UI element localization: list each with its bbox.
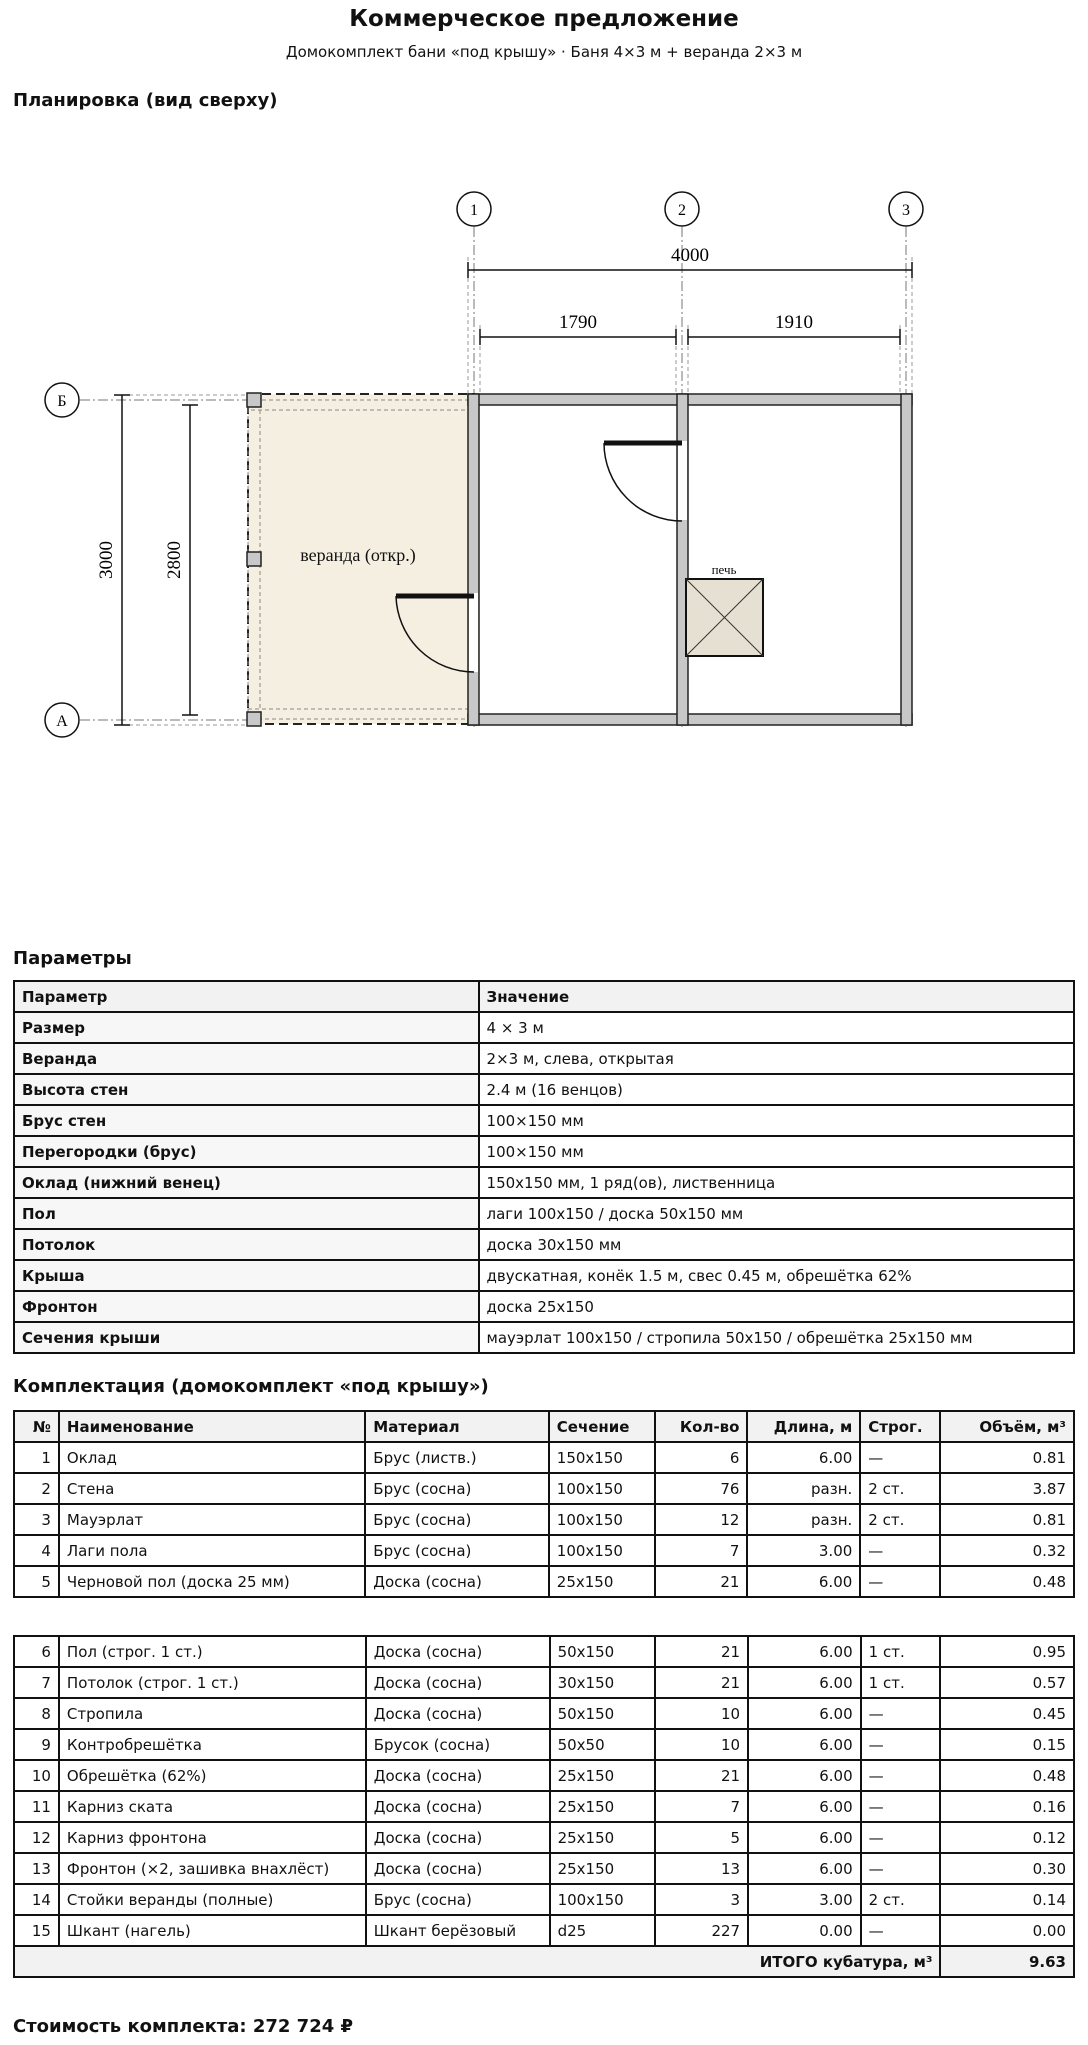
kit-cell-length: 6.00 [748, 1791, 861, 1822]
kit-table-part-1 [13, 1410, 1075, 1598]
kit-cell-plane: — [860, 1566, 940, 1597]
params-row [14, 1074, 1074, 1105]
kit-cell-name: Шкант (нагель) [59, 1915, 366, 1946]
kit-col-header: Наименование [59, 1411, 365, 1442]
params-row [14, 1167, 1074, 1198]
kit-row [14, 1853, 1074, 1884]
kit-cell-material: Доска (сосна) [366, 1760, 550, 1791]
kit-cell-plane: 1 ст. [861, 1667, 941, 1698]
kit-cell-material: Доска (сосна) [366, 1791, 550, 1822]
kit-cell-volume: 0.00 [940, 1915, 1074, 1946]
kit-cell-length: 3.00 [747, 1535, 860, 1566]
kit-cell-section: 30х150 [550, 1667, 656, 1698]
kit-cell-n: 14 [14, 1884, 59, 1915]
kit-row [14, 1760, 1074, 1791]
params-row [14, 1012, 1074, 1043]
kit-cell-length: 6.00 [748, 1698, 861, 1729]
inner-door [604, 443, 682, 521]
axis-marker-3 [889, 192, 923, 226]
params-body [14, 1012, 1074, 1353]
kit-cell-name: Карниз фронтона [59, 1822, 366, 1853]
kit-cell-name: Фронтон (×2, зашивка внахлёст) [59, 1853, 366, 1884]
kit-cell-section: 50х150 [550, 1636, 656, 1667]
params-row [14, 1291, 1074, 1322]
dim-inner-depth: 2800 [164, 541, 185, 579]
kit-col-header: № [14, 1411, 59, 1442]
kit-cell-name: Черновой пол (доска 25 мм) [59, 1566, 365, 1597]
floor-plan [0, 115, 1088, 755]
kit-row [14, 1473, 1074, 1504]
kit-cell-plane: — [861, 1791, 941, 1822]
param-value: доска 25х150 [479, 1291, 1074, 1322]
kit-cell-section: 100х150 [549, 1535, 655, 1566]
param-name: Оклад (нижний венец) [14, 1167, 479, 1198]
kit-cell-material: Брус (листв.) [365, 1442, 548, 1473]
kit-col-header: Строг. [860, 1411, 940, 1442]
kit-row [14, 1636, 1074, 1667]
kit-cell-section: 50х150 [550, 1698, 656, 1729]
kit-cell-plane: — [861, 1915, 941, 1946]
kit-cell-n: 11 [14, 1791, 59, 1822]
kit-cell-qty: 21 [655, 1636, 748, 1667]
kit-cell-n: 12 [14, 1822, 59, 1853]
kit-cell-length: 6.00 [748, 1729, 861, 1760]
kit-cell-qty: 6 [655, 1442, 748, 1473]
kit-cell-material: Брус (сосна) [366, 1884, 550, 1915]
params-heading: Параметры [13, 948, 132, 969]
kit-cell-qty: 10 [655, 1698, 748, 1729]
params-row [14, 1260, 1074, 1291]
kit-cell-material: Шкант берёзовый [366, 1915, 550, 1946]
kit-cell-material: Доска (сосна) [366, 1636, 550, 1667]
kit-row [14, 1915, 1074, 1946]
kit-cell-name: Контробрешётка [59, 1729, 366, 1760]
kit-row [14, 1822, 1074, 1853]
kit-col-header: Материал [365, 1411, 548, 1442]
kit-cell-length: 6.00 [748, 1667, 861, 1698]
kit-cell-volume: 0.14 [940, 1884, 1074, 1915]
svg-text:2: 2 [678, 202, 686, 219]
kit-cell-section: 25х150 [550, 1791, 656, 1822]
kit-cell-qty: 5 [655, 1822, 748, 1853]
kit-cell-length: 6.00 [747, 1566, 860, 1597]
params-row [14, 1322, 1074, 1353]
param-value: 100×150 мм [479, 1136, 1074, 1167]
kit-cell-qty: 3 [655, 1884, 748, 1915]
kit-cell-n: 7 [14, 1667, 59, 1698]
kit-cell-plane: — [861, 1729, 941, 1760]
kit-cell-n: 5 [14, 1566, 59, 1597]
kit-cell-material: Брусок (сосна) [366, 1729, 550, 1760]
kit-cell-volume: 0.57 [940, 1667, 1074, 1698]
kit-row [14, 1535, 1074, 1566]
kit-header-row [14, 1411, 1074, 1442]
kit-cell-length: 6.00 [748, 1636, 861, 1667]
kit-cell-plane: — [861, 1822, 941, 1853]
stove [686, 579, 763, 656]
params-row [14, 1043, 1074, 1074]
kit-cell-n: 13 [14, 1853, 59, 1884]
kit-cell-volume: 0.30 [940, 1853, 1074, 1884]
kit-cell-qty: 10 [655, 1729, 748, 1760]
kit-body-1 [14, 1442, 1074, 1597]
param-value: 4 × 3 м [479, 1012, 1074, 1043]
param-name: Размер [14, 1012, 479, 1043]
kit-cell-material: Доска (сосна) [365, 1566, 548, 1597]
kit-cell-material: Брус (сосна) [365, 1504, 548, 1535]
kit-cell-volume: 0.15 [940, 1729, 1074, 1760]
dim-room-1: 1790 [559, 312, 597, 333]
axis-marker-1 [457, 192, 491, 226]
kit-cell-volume: 0.81 [940, 1442, 1074, 1473]
col-value: Значение [479, 981, 1074, 1012]
kit-cell-qty: 7 [655, 1535, 748, 1566]
kit-cell-material: Доска (сосна) [366, 1667, 550, 1698]
param-name: Пол [14, 1198, 479, 1229]
param-value: 2×3 м, слева, открытая [479, 1043, 1074, 1074]
param-name: Перегородки (брус) [14, 1136, 479, 1167]
veranda-post [247, 712, 261, 726]
veranda-post [247, 552, 261, 566]
kit-cell-section: 25х150 [550, 1853, 656, 1884]
kit-cell-n: 2 [14, 1473, 59, 1504]
param-value: доска 30х150 мм [479, 1229, 1074, 1260]
kit-cell-name: Оклад [59, 1442, 365, 1473]
kit-cell-length: 0.00 [748, 1915, 861, 1946]
kit-cell-length: 6.00 [748, 1822, 861, 1853]
kit-cell-name: Мауэрлат [59, 1504, 365, 1535]
kit-cell-section: 25х150 [550, 1822, 656, 1853]
kit-cell-volume: 0.48 [940, 1566, 1074, 1597]
kit-cell-name: Пол (строг. 1 ст.) [59, 1636, 366, 1667]
kit-col-header: Длина, м [747, 1411, 860, 1442]
axis-marker-a [45, 703, 79, 737]
param-value: 150х150 мм, 1 ряд(ов), лиственница [479, 1167, 1074, 1198]
kit-cell-length: 3.00 [748, 1884, 861, 1915]
kit-cell-name: Потолок (строг. 1 ст.) [59, 1667, 366, 1698]
kit-cell-section: 100х150 [549, 1473, 655, 1504]
kit-row [14, 1729, 1074, 1760]
params-row [14, 1105, 1074, 1136]
kit-cell-name: Лаги пола [59, 1535, 365, 1566]
kit-col-header: Сечение [549, 1411, 655, 1442]
params-row [14, 1198, 1074, 1229]
kit-cell-volume: 0.45 [940, 1698, 1074, 1729]
kit-cell-qty: 12 [655, 1504, 748, 1535]
kit-cell-n: 1 [14, 1442, 59, 1473]
kit-col-header: Кол-во [655, 1411, 748, 1442]
kit-cell-n: 10 [14, 1760, 59, 1791]
veranda-post [247, 393, 261, 407]
svg-text:Б: Б [57, 393, 67, 410]
kit-cell-n: 8 [14, 1698, 59, 1729]
param-name: Брус стен [14, 1105, 479, 1136]
kit-table-part-2 [13, 1635, 1075, 1978]
kit-cell-qty: 21 [655, 1667, 748, 1698]
kit-cell-length: 6.00 [748, 1760, 861, 1791]
param-value: лаги 100х150 / доска 50х150 мм [479, 1198, 1074, 1229]
total-label: ИТОГО кубатура, м³ [14, 1946, 940, 1977]
kit-cell-section: 25х150 [550, 1760, 656, 1791]
kit-cell-n: 9 [14, 1729, 59, 1760]
kit-cell-length: разн. [747, 1504, 860, 1535]
kit-cell-material: Доска (сосна) [366, 1822, 550, 1853]
param-value: мауэрлат 100х150 / стропила 50х150 / обрешётка 25х150 мм [479, 1322, 1074, 1353]
kit-row [14, 1884, 1074, 1915]
kit-cell-plane: — [860, 1535, 940, 1566]
kit-cell-length: разн. [747, 1473, 860, 1504]
bathhouse-walls [468, 394, 912, 725]
kit-row [14, 1791, 1074, 1822]
kit-cell-qty: 7 [655, 1791, 748, 1822]
kit-cell-plane: 2 ст. [860, 1473, 940, 1504]
kit-cell-length: 6.00 [748, 1853, 861, 1884]
kit-cell-material: Брус (сосна) [365, 1535, 548, 1566]
kit-cell-n: 15 [14, 1915, 59, 1946]
kit-cell-plane: 1 ст. [861, 1636, 941, 1667]
kit-cell-material: Брус (сосна) [365, 1473, 548, 1504]
kit-cell-volume: 0.16 [940, 1791, 1074, 1822]
kit-row [14, 1698, 1074, 1729]
kit-cell-volume: 0.12 [940, 1822, 1074, 1853]
total-value: 9.63 [940, 1946, 1074, 1977]
kit-cell-length: 6.00 [747, 1442, 860, 1473]
kit-cell-volume: 0.32 [940, 1535, 1074, 1566]
kit-cell-plane: — [861, 1853, 941, 1884]
kit-cell-n: 4 [14, 1535, 59, 1566]
kit-cell-volume: 3.87 [940, 1473, 1074, 1504]
kit-cell-name: Стойки веранды (полные) [59, 1884, 366, 1915]
kit-cell-material: Доска (сосна) [366, 1853, 550, 1884]
kit-cell-plane: — [861, 1760, 941, 1791]
axis-marker-b [45, 383, 79, 417]
kit-row [14, 1667, 1074, 1698]
param-name: Фронтон [14, 1291, 479, 1322]
svg-text:1: 1 [470, 202, 478, 219]
stove-label: печь [711, 562, 737, 577]
axis-marker-2 [665, 192, 699, 226]
kit-cell-plane: 2 ст. [861, 1884, 941, 1915]
kit-body-2 [14, 1636, 1074, 1946]
kit-cell-qty: 21 [655, 1566, 748, 1597]
param-name: Потолок [14, 1229, 479, 1260]
plan-heading: Планировка (вид сверху) [13, 90, 278, 111]
kit-cell-volume: 0.48 [940, 1760, 1074, 1791]
params-table [13, 980, 1075, 1354]
dim-total-width: 4000 [671, 245, 709, 266]
kit-cell-qty: 227 [655, 1915, 748, 1946]
kit-cell-plane: 2 ст. [860, 1504, 940, 1535]
param-name: Сечения крыши [14, 1322, 479, 1353]
kit-cost: Стоимость комплекта: 272 724 ₽ [13, 2016, 354, 2037]
kit-row [14, 1504, 1074, 1535]
kit-cell-section: d25 [550, 1915, 656, 1946]
dim-room-2: 1910 [775, 312, 813, 333]
kit-col-header: Объём, м³ [940, 1411, 1074, 1442]
kit-cell-qty: 21 [655, 1760, 748, 1791]
kit-cell-n: 6 [14, 1636, 59, 1667]
params-row [14, 1229, 1074, 1260]
kit-cell-section: 50х50 [550, 1729, 656, 1760]
param-value: 100×150 мм [479, 1105, 1074, 1136]
kit-cell-section: 25х150 [549, 1566, 655, 1597]
kit-row [14, 1566, 1074, 1597]
kit-cell-volume: 0.95 [940, 1636, 1074, 1667]
svg-text:А: А [56, 713, 68, 730]
kit-cell-section: 100х150 [549, 1504, 655, 1535]
kit-cell-plane: — [861, 1698, 941, 1729]
veranda-label: веранда (откр.) [300, 545, 416, 565]
kit-cell-section: 100х150 [550, 1884, 656, 1915]
total-row [14, 1946, 1074, 1977]
kit-cell-name: Стропила [59, 1698, 366, 1729]
col-param: Параметр [14, 981, 479, 1012]
params-header-row [14, 981, 1074, 1012]
params-row [14, 1136, 1074, 1167]
page-subtitle: Домокомплект бани «под крышу» · Баня 4×3 м + веранда 2×3 м [285, 43, 803, 61]
svg-text:3: 3 [902, 202, 910, 219]
page-title: Коммерческое предложение [349, 6, 739, 32]
kit-cell-section: 150х150 [549, 1442, 655, 1473]
param-name: Веранда [14, 1043, 479, 1074]
kit-row [14, 1442, 1074, 1473]
param-name: Крыша [14, 1260, 479, 1291]
kit-heading: Комплектация (домокомплект «под крышу») [13, 1376, 489, 1397]
kit-cell-qty: 76 [655, 1473, 748, 1504]
param-value: двускатная, конёк 1.5 м, свес 0.45 м, обрешётка 62% [479, 1260, 1074, 1291]
kit-cell-volume: 0.81 [940, 1504, 1074, 1535]
kit-cell-material: Доска (сосна) [366, 1698, 550, 1729]
kit-cell-name: Карниз ската [59, 1791, 366, 1822]
kit-cell-n: 3 [14, 1504, 59, 1535]
kit-cell-name: Обрешётка (62%) [59, 1760, 366, 1791]
kit-cell-qty: 13 [655, 1853, 748, 1884]
kit-cell-name: Стена [59, 1473, 365, 1504]
param-value: 2.4 м (16 венцов) [479, 1074, 1074, 1105]
param-name: Высота стен [14, 1074, 479, 1105]
dim-total-depth: 3000 [96, 541, 117, 579]
kit-cell-plane: — [860, 1442, 940, 1473]
